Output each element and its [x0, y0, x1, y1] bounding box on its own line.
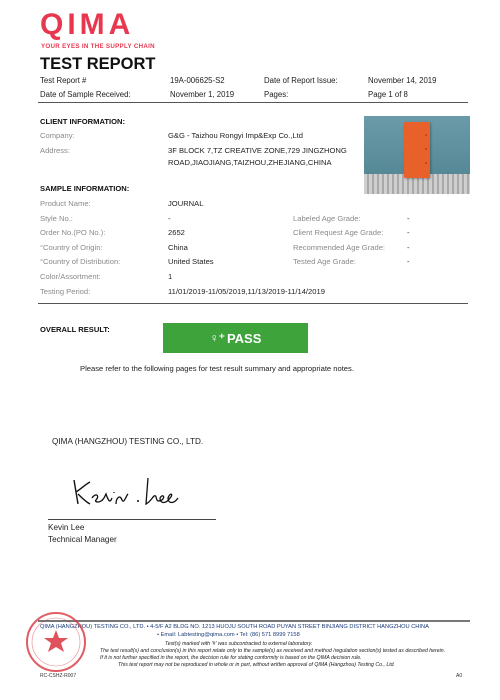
- result-note: Please refer to the following pages for test result summary and appropriate notes.: [80, 364, 354, 373]
- footer-subcontract-note: Test(s) marked with '#' was subcontracted to external laboratory.: [165, 641, 313, 647]
- footer-disclaimer: The test result(s) and conclusion(s) in this report relate only to the sample(s) as received and method /regulation section(s) tested as described herein.: [100, 648, 446, 654]
- issue-date: November 14, 2019: [368, 76, 437, 85]
- pages-label: Pages:: [264, 90, 289, 99]
- company-value: G&G - Taizhou Rongyi Imp&Exp Co.,Ltd: [168, 131, 303, 140]
- origin-label: °Country of Origin:: [40, 243, 103, 252]
- sample-divider: [38, 303, 468, 304]
- style-no: -: [168, 214, 171, 223]
- page-count: Page 1 of 8: [368, 90, 408, 99]
- footer-divider: [38, 620, 470, 622]
- signer-name: Kevin Lee: [48, 523, 85, 532]
- company-seal-icon: [24, 610, 88, 674]
- testing-company: QIMA (HANGZHOU) TESTING CO., LTD.: [52, 437, 204, 446]
- report-number: 19A-006625-S2: [170, 76, 225, 85]
- overall-result-label: OVERALL RESULT:: [40, 325, 110, 334]
- issue-date-label: Date of Report Issue:: [264, 76, 338, 85]
- recommended-age: -: [407, 243, 410, 252]
- tested-age: -: [407, 257, 410, 266]
- tested-age-label: Tested Age Grade:: [293, 257, 356, 266]
- distribution-label: °Country of Distribution:: [40, 257, 121, 266]
- testing-period-label: Testing Period:: [40, 287, 91, 296]
- product-name-label: Product Name:: [40, 199, 91, 208]
- labeled-age: -: [407, 214, 410, 223]
- logo-tagline: YOUR EYES IN THE SUPPLY CHAIN: [41, 43, 155, 50]
- pass-badge: [163, 323, 308, 353]
- color-label: Color/Assortment:: [40, 272, 101, 281]
- order-no: 2652: [168, 228, 185, 237]
- handwritten-signature: [70, 474, 190, 508]
- origin: China: [168, 243, 188, 252]
- pass-text: PASS: [226, 330, 262, 346]
- form-code: RC-CSHZ-R007: [40, 673, 77, 679]
- client-section-heading: CLIENT INFORMATION:: [40, 117, 126, 126]
- received-date-label: Date of Sample Received:: [40, 90, 131, 99]
- footer-reproduction-note: This test report may not be reproduced in whole or in part, without written approval of QIMA (Hangzhou) Testing Co., Ltd.: [118, 662, 395, 668]
- signer-title: Technical Manager: [48, 535, 117, 544]
- recommended-age-label: Recommended Age Grade:: [293, 243, 386, 252]
- sample-section-heading: SAMPLE INFORMATION:: [40, 184, 130, 193]
- order-no-label: Order No.(PO No.):: [40, 228, 106, 237]
- address-line-2: ROAD,JIAOJIANG,TAIZHOU,ZHEJIANG,CHINA: [168, 158, 332, 167]
- pass-icon: ♀⁺: [209, 331, 225, 345]
- style-no-label: Style No.:: [40, 214, 73, 223]
- footer-address: QIMA (HANGZHOU) TESTING CO., LTD. • 4-5/F A2 BLDG NO. 1213 HUOJU SOUTH ROAD PUYAN STREET BINJIANG DISTRICT HANGZHOU CHINA: [40, 624, 429, 630]
- address-label: Address:: [40, 146, 70, 155]
- signature-line: [48, 519, 216, 520]
- page-title: TEST REPORT: [40, 55, 156, 73]
- received-date: November 1, 2019: [170, 90, 235, 99]
- sample-photo: [364, 116, 470, 194]
- client-age-label: Client Request Age Grade:: [293, 228, 384, 237]
- color-value: 1: [168, 272, 173, 281]
- product-name: JOURNAL: [168, 199, 204, 208]
- company-label: Company:: [40, 131, 75, 140]
- distribution: United States: [168, 257, 214, 266]
- report-number-label: Test Report #: [40, 76, 87, 85]
- form-version: A0: [456, 673, 463, 679]
- journal-image: [404, 122, 430, 178]
- client-age: -: [407, 228, 410, 237]
- testing-period: 11/01/2019-11/05/2019,11/13/2019-11/14/2019: [168, 287, 325, 296]
- address-line-1: 3F BLOCK 7,TZ CREATIVE ZONE,729 JINGZHONG: [168, 146, 347, 155]
- footer-decision-rule: If it is not further specified in the report, the decision rule for stating conformity is based on the QIMA decision rule.: [100, 655, 362, 661]
- labeled-age-label: Labeled Age Grade:: [293, 214, 361, 223]
- footer-contact: • Email: Labtesting@qima.com • Tel: (86) 571 8999 7158: [157, 632, 300, 638]
- qima-logo: QIMA: [40, 8, 135, 41]
- header-divider: [38, 102, 468, 103]
